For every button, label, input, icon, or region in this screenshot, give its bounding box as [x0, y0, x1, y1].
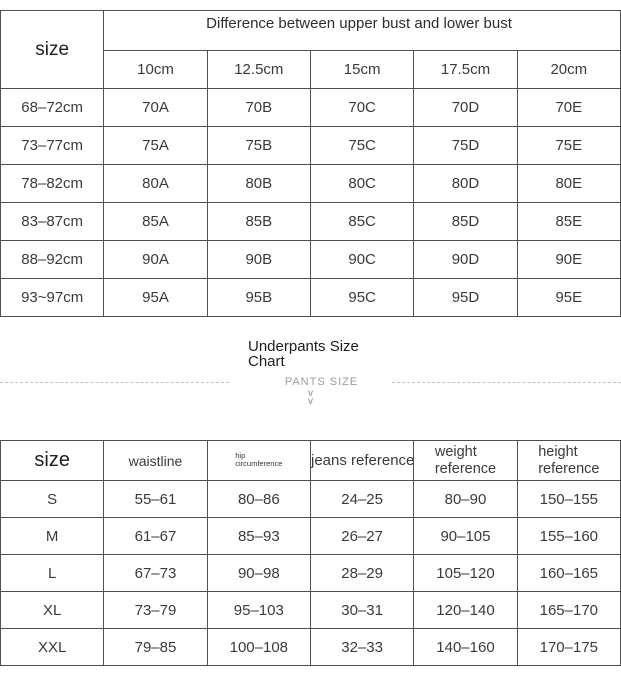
value-cell: 95C: [310, 279, 413, 317]
value-cell: 32–33: [310, 629, 413, 666]
value-cell: 90–105: [414, 518, 517, 555]
table-row: [1, 592, 621, 629]
table-row: [1, 555, 621, 592]
value-cell: 150–155: [517, 481, 620, 518]
height-label-line1: height: [538, 443, 578, 460]
bra-corner-header: size: [1, 11, 104, 89]
table-row: [1, 241, 621, 279]
value-cell: 95E: [517, 279, 620, 317]
row-label: 73–77cm: [1, 127, 104, 165]
table-row: [1, 279, 621, 317]
value-cell: 28–29: [310, 555, 413, 592]
chevron-down-icon: v: [308, 388, 313, 399]
value-cell: 61–67: [104, 518, 207, 555]
hip-label-line2: circumference: [235, 458, 283, 468]
table-row: [1, 629, 621, 666]
value-cell: 95D: [414, 279, 517, 317]
row-label: L: [1, 555, 104, 592]
table-row: [1, 203, 621, 241]
pants-jeans-header: jeans reference: [310, 441, 413, 481]
value-cell: 95A: [104, 279, 207, 317]
value-cell: 105–120: [414, 555, 517, 592]
underpants-chart-title: Underpants Size Chart: [248, 338, 359, 370]
bra-col-header-17-5cm: 17.5cm: [414, 51, 517, 89]
value-cell: 75B: [207, 127, 310, 165]
weight-label-line2: reference: [434, 460, 497, 477]
value-cell: 90C: [310, 241, 413, 279]
bra-span-header-text: Difference between upper bust and lower bust: [206, 15, 512, 32]
row-label: XL: [1, 592, 104, 629]
value-cell: 55–61: [104, 481, 207, 518]
value-cell: 90D: [414, 241, 517, 279]
value-cell: 165–170: [517, 592, 620, 629]
value-cell: 85E: [517, 203, 620, 241]
row-label: 78–82cm: [1, 165, 104, 203]
pants-waistline-header: waistline: [104, 441, 207, 481]
value-cell: 95–103: [207, 592, 310, 629]
value-cell: 85C: [310, 203, 413, 241]
value-cell: 120–140: [414, 592, 517, 629]
value-cell: 85B: [207, 203, 310, 241]
value-cell: 80A: [104, 165, 207, 203]
row-label: M: [1, 518, 104, 555]
chevron-down-icon: [0, 390, 621, 406]
value-cell: 80C: [310, 165, 413, 203]
value-cell: 70A: [104, 89, 207, 127]
pants-hip-header: [207, 441, 310, 481]
dashed-line-right: [392, 382, 621, 383]
value-cell: 155–160: [517, 518, 620, 555]
value-cell: 70E: [517, 89, 620, 127]
pants-header-row: [1, 441, 621, 481]
value-cell: 140–160: [414, 629, 517, 666]
bra-span-header-cell: [104, 11, 621, 51]
value-cell: 26–27: [310, 518, 413, 555]
value-cell: 75E: [517, 127, 620, 165]
value-cell: 100–108: [207, 629, 310, 666]
value-cell: 79–85: [104, 629, 207, 666]
value-cell: 75A: [104, 127, 207, 165]
value-cell: 67–73: [104, 555, 207, 592]
row-label: S: [1, 481, 104, 518]
value-cell: 80E: [517, 165, 620, 203]
height-label-line2: reference: [538, 460, 600, 477]
value-cell: 85A: [104, 203, 207, 241]
value-cell: 160–165: [517, 555, 620, 592]
dashed-line-left: [0, 382, 229, 383]
pants-height-header: [517, 441, 620, 481]
hip-label-line1: hip: [235, 450, 246, 460]
chevron-down-icon: v: [308, 396, 313, 407]
underpants-size-table: [0, 440, 621, 666]
table-row: [1, 518, 621, 555]
value-cell: 73–79: [104, 592, 207, 629]
row-label: 68–72cm: [1, 89, 104, 127]
height-reference-label: [538, 444, 599, 478]
row-label: 88–92cm: [1, 241, 104, 279]
table-row: [1, 127, 621, 165]
value-cell: 90B: [207, 241, 310, 279]
table-row: [1, 165, 621, 203]
row-label: 83–87cm: [1, 203, 104, 241]
value-cell: 80D: [414, 165, 517, 203]
pants-size-label: PANTS SIZE: [284, 376, 359, 388]
value-cell: 70D: [414, 89, 517, 127]
pants-size-band: [0, 376, 621, 388]
value-cell: 75D: [414, 127, 517, 165]
row-label: 93~97cm: [1, 279, 104, 317]
bra-col-header-10cm: 10cm: [104, 51, 207, 89]
value-cell: 80–90: [414, 481, 517, 518]
value-cell: 24–25: [310, 481, 413, 518]
value-cell: 170–175: [517, 629, 620, 666]
pants-size-header: size: [1, 441, 104, 481]
value-cell: 30–31: [310, 592, 413, 629]
hip-circumference-label: [235, 452, 282, 468]
value-cell: 90E: [517, 241, 620, 279]
value-cell: 70C: [310, 89, 413, 127]
bra-col-header-15cm: 15cm: [310, 51, 413, 89]
value-cell: 80B: [207, 165, 310, 203]
weight-reference-label: [435, 444, 496, 478]
table-row: [1, 89, 621, 127]
table-row: [1, 481, 621, 518]
pants-weight-header: [414, 441, 517, 481]
value-cell: 85D: [414, 203, 517, 241]
value-cell: 90A: [104, 241, 207, 279]
value-cell: 90–98: [207, 555, 310, 592]
value-cell: 80–86: [207, 481, 310, 518]
value-cell: 85–93: [207, 518, 310, 555]
value-cell: 75C: [310, 127, 413, 165]
weight-label-line1: weight: [434, 443, 477, 460]
value-cell: 70B: [207, 89, 310, 127]
row-label: XXL: [1, 629, 104, 666]
value-cell: 95B: [207, 279, 310, 317]
bra-header-row: [1, 11, 621, 51]
bra-col-header-20cm: 20cm: [517, 51, 620, 89]
bra-size-table: [0, 10, 621, 317]
bra-col-header-12-5cm: 12.5cm: [207, 51, 310, 89]
